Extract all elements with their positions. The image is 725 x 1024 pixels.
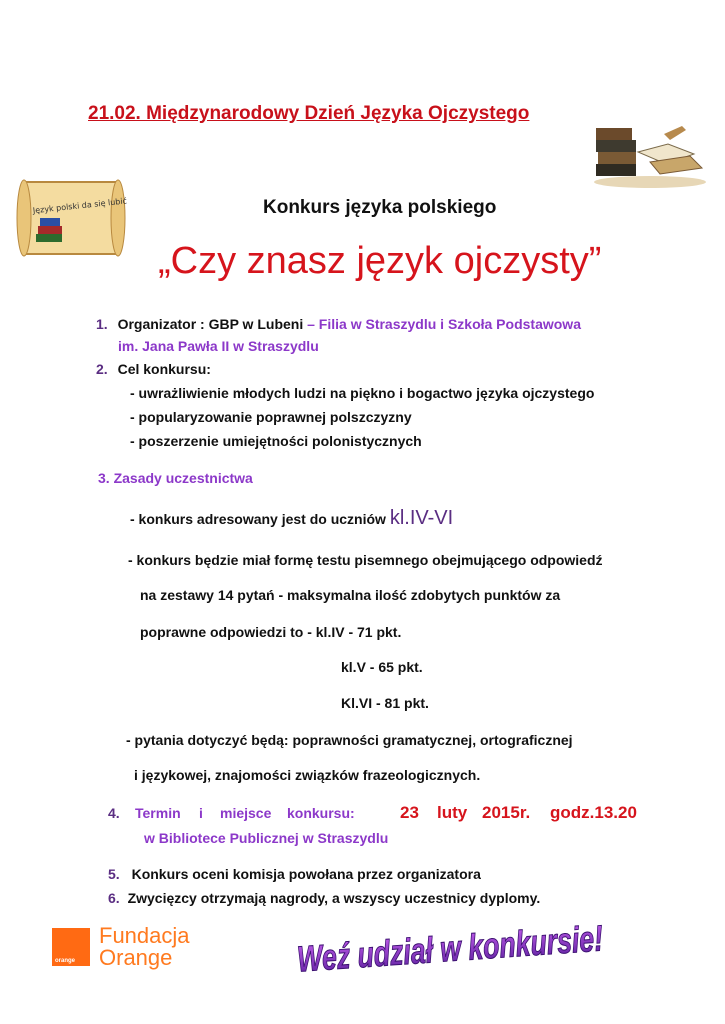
section6-line bbox=[108, 890, 540, 906]
points-line: kl.V - 65 pkt. bbox=[341, 659, 423, 675]
section1-detail: – Filia w Straszydlu i Szkoła Podstawowa bbox=[307, 316, 581, 332]
rule-line: na zestawy 14 pytań - maksymalna ilość zdobytych punktów za bbox=[140, 587, 561, 603]
section1-detail2: im. Jana Pawła II w Straszydlu bbox=[118, 338, 319, 354]
section4-word: Termin bbox=[135, 805, 181, 821]
fundacja-orange-text bbox=[99, 925, 190, 969]
section6-number: 6. bbox=[108, 890, 120, 906]
goal-item: - uwrażliwienie młodych ludzi na piękno i bogactwo języka ojczystego bbox=[130, 385, 595, 401]
participate-banner bbox=[292, 917, 605, 988]
section1-label: Organizator : GBP w Lubeni bbox=[117, 316, 304, 332]
contest-year: 2015r. bbox=[482, 803, 531, 822]
fundacja-label: Fundacja bbox=[99, 923, 190, 948]
section2-line bbox=[96, 361, 211, 377]
contest-subtitle: Konkurs języka polskiego bbox=[263, 197, 497, 218]
goal-item: - poszerzenie umiejętności polonistycznych bbox=[130, 433, 422, 449]
contest-date: 23 bbox=[400, 803, 419, 822]
section4-word: miejsce bbox=[220, 805, 272, 821]
rule-line: - pytania dotyczyć będą: poprawności gramatycznej, ortograficznej bbox=[126, 732, 573, 748]
scroll-text: Język polski da się lubić bbox=[32, 196, 128, 216]
orange-logo bbox=[52, 928, 90, 966]
rule-line: poprawne odpowiedzi to - kl.IV - 71 pkt. bbox=[140, 624, 402, 640]
section2-label: Cel konkursu: bbox=[117, 361, 211, 377]
contest-place: w Bibliotece Publicznej w Straszydlu bbox=[144, 830, 389, 846]
section1-number: 1. bbox=[96, 316, 108, 332]
section3-label: 3. Zasady uczestnictwa bbox=[98, 470, 253, 486]
rule-line: i językowej, znajomości związków frazeologicznych. bbox=[134, 767, 481, 783]
section4-word: konkursu: bbox=[287, 805, 355, 821]
rule-line: - konkurs będzie miał formę testu pisemnego obejmującego odpowiedź bbox=[128, 552, 603, 568]
points-line: Kl.VI - 81 pkt. bbox=[341, 695, 429, 711]
rule-line bbox=[130, 507, 453, 530]
goal-item: - popularyzowanie poprawnej polszczyzny bbox=[130, 409, 412, 425]
grades-highlight: kl.IV-VI bbox=[389, 507, 454, 529]
section6-text: Zwycięzcy otrzymają nagrody, a wszyscy uczestnicy dyplomy. bbox=[127, 890, 541, 906]
scroll-image bbox=[14, 172, 128, 264]
rule-text: - konkurs adresowany jest do uczniów bbox=[130, 511, 386, 527]
section5-line bbox=[108, 866, 481, 882]
contest-title: „Czy znasz język ojczysty” bbox=[158, 240, 602, 282]
orange-logo-text: orange bbox=[55, 958, 76, 964]
orange-label: Orange bbox=[99, 945, 173, 970]
section4-word: i bbox=[199, 805, 203, 821]
section5-number: 5. bbox=[108, 866, 120, 882]
contest-time: godz.13.20 bbox=[550, 803, 637, 822]
contest-month: luty bbox=[437, 803, 468, 822]
section1-line bbox=[96, 316, 581, 332]
page-heading: 21.02. Międzynarodowy Dzień Języka Ojczystego bbox=[88, 103, 530, 124]
section5-text: Konkurs oceni komisja powołana przez organizatora bbox=[131, 866, 481, 882]
books-illustration bbox=[590, 118, 708, 190]
section4-number: 4. bbox=[108, 805, 120, 821]
banner-text: Weź udział w konkursie! bbox=[295, 917, 605, 980]
section2-number: 2. bbox=[96, 361, 108, 377]
